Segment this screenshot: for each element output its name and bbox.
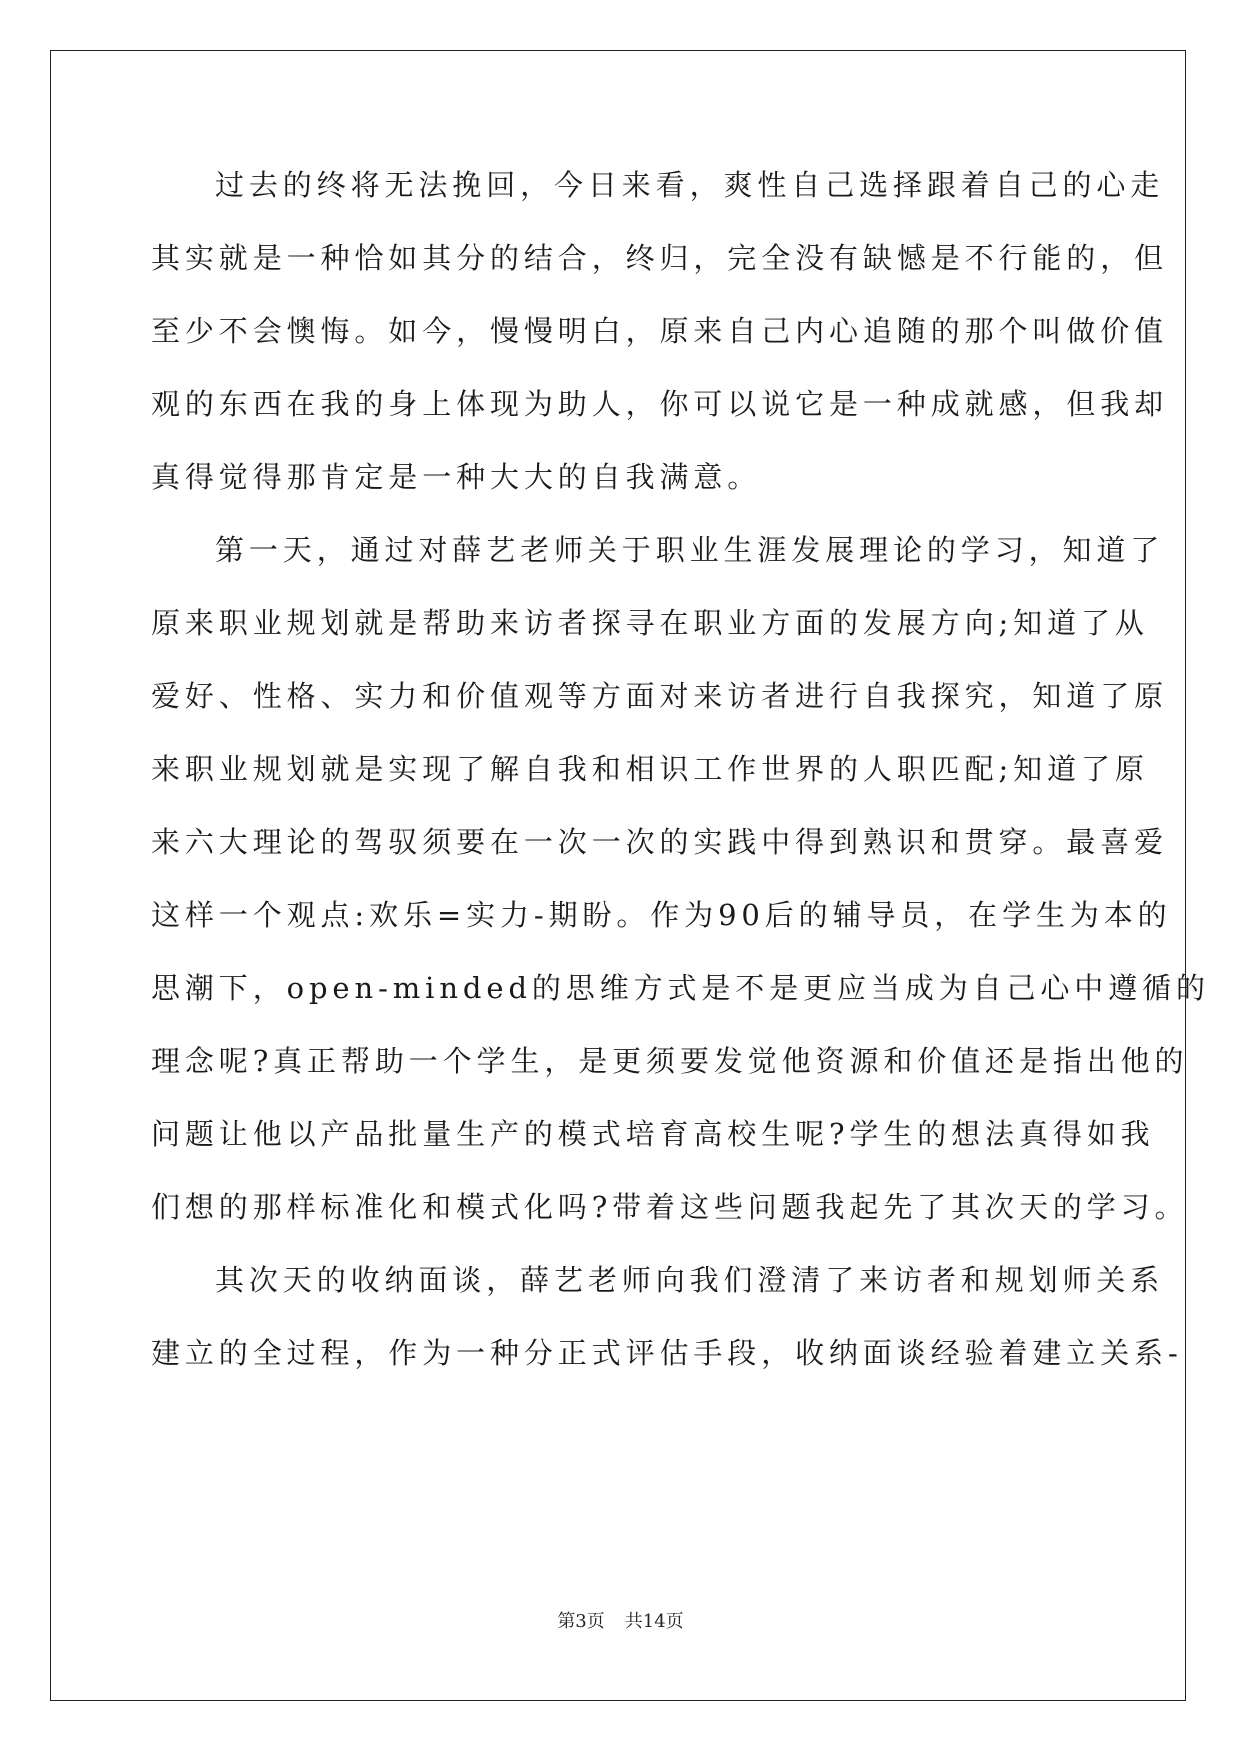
page-border	[50, 50, 1189, 1701]
text-line: 真得觉得那肯定是一种大大的自我满意。	[151, 460, 762, 494]
text-line: 理念呢?真正帮助一个学生，是更须要发觉他资源和价值还是指出他的	[151, 1044, 1189, 1078]
text-line: 第一天，通过对薛艺老师关于职业生涯发展理论的学习，知道了	[215, 533, 1165, 567]
text-line: 至少不会懊悔。如今，慢慢明白，原来自己内心追随的那个叫做价值	[151, 314, 1169, 348]
text-line: 其次天的收纳面谈，薛艺老师向我们澄清了来访者和规划师关系	[215, 1263, 1165, 1297]
text-line: 思潮下，open-minded的思维方式是不是更应当成为自己心中遵循的	[151, 971, 1210, 1005]
page-number: 第3页	[557, 1611, 605, 1632]
page-footer	[0, 1610, 1241, 1634]
text-line: 爱好、性格、实力和价值观等方面对来访者进行自我探究，知道了原	[151, 679, 1169, 713]
text-line: 们想的那样标准化和模式化吗?带着这些问题我起先了其次天的学习。	[151, 1190, 1189, 1224]
text-line: 过去的终将无法挽回，今日来看，爽性自己选择跟着自己的心走	[215, 168, 1165, 202]
text-line: 原来职业规划就是帮助来访者探寻在职业方面的发展方向;知道了从	[151, 606, 1149, 640]
text-line: 问题让他以产品批量生产的模式培育高校生呢?学生的想法真得如我	[151, 1117, 1155, 1151]
text-line: 建立的全过程，作为一种分正式评估手段，收纳面谈经验着建立关系-	[151, 1336, 1183, 1370]
text-line: 这样一个观点:欢乐=实力-期盼。作为90后的辅导员，在学生为本的	[151, 898, 1172, 932]
page-total: 共14页	[624, 1611, 684, 1632]
text-line: 来六大理论的驾驭须要在一次一次的实践中得到熟识和贯穿。最喜爱	[151, 825, 1169, 859]
text-line: 观的东西在我的身上体现为助人，你可以说它是一种成就感，但我却	[151, 387, 1169, 421]
text-line: 其实就是一种恰如其分的结合，终归，完全没有缺憾是不行能的，但	[151, 241, 1169, 275]
text-line: 来职业规划就是实现了解自我和相识工作世界的人职匹配;知道了原	[151, 752, 1149, 786]
